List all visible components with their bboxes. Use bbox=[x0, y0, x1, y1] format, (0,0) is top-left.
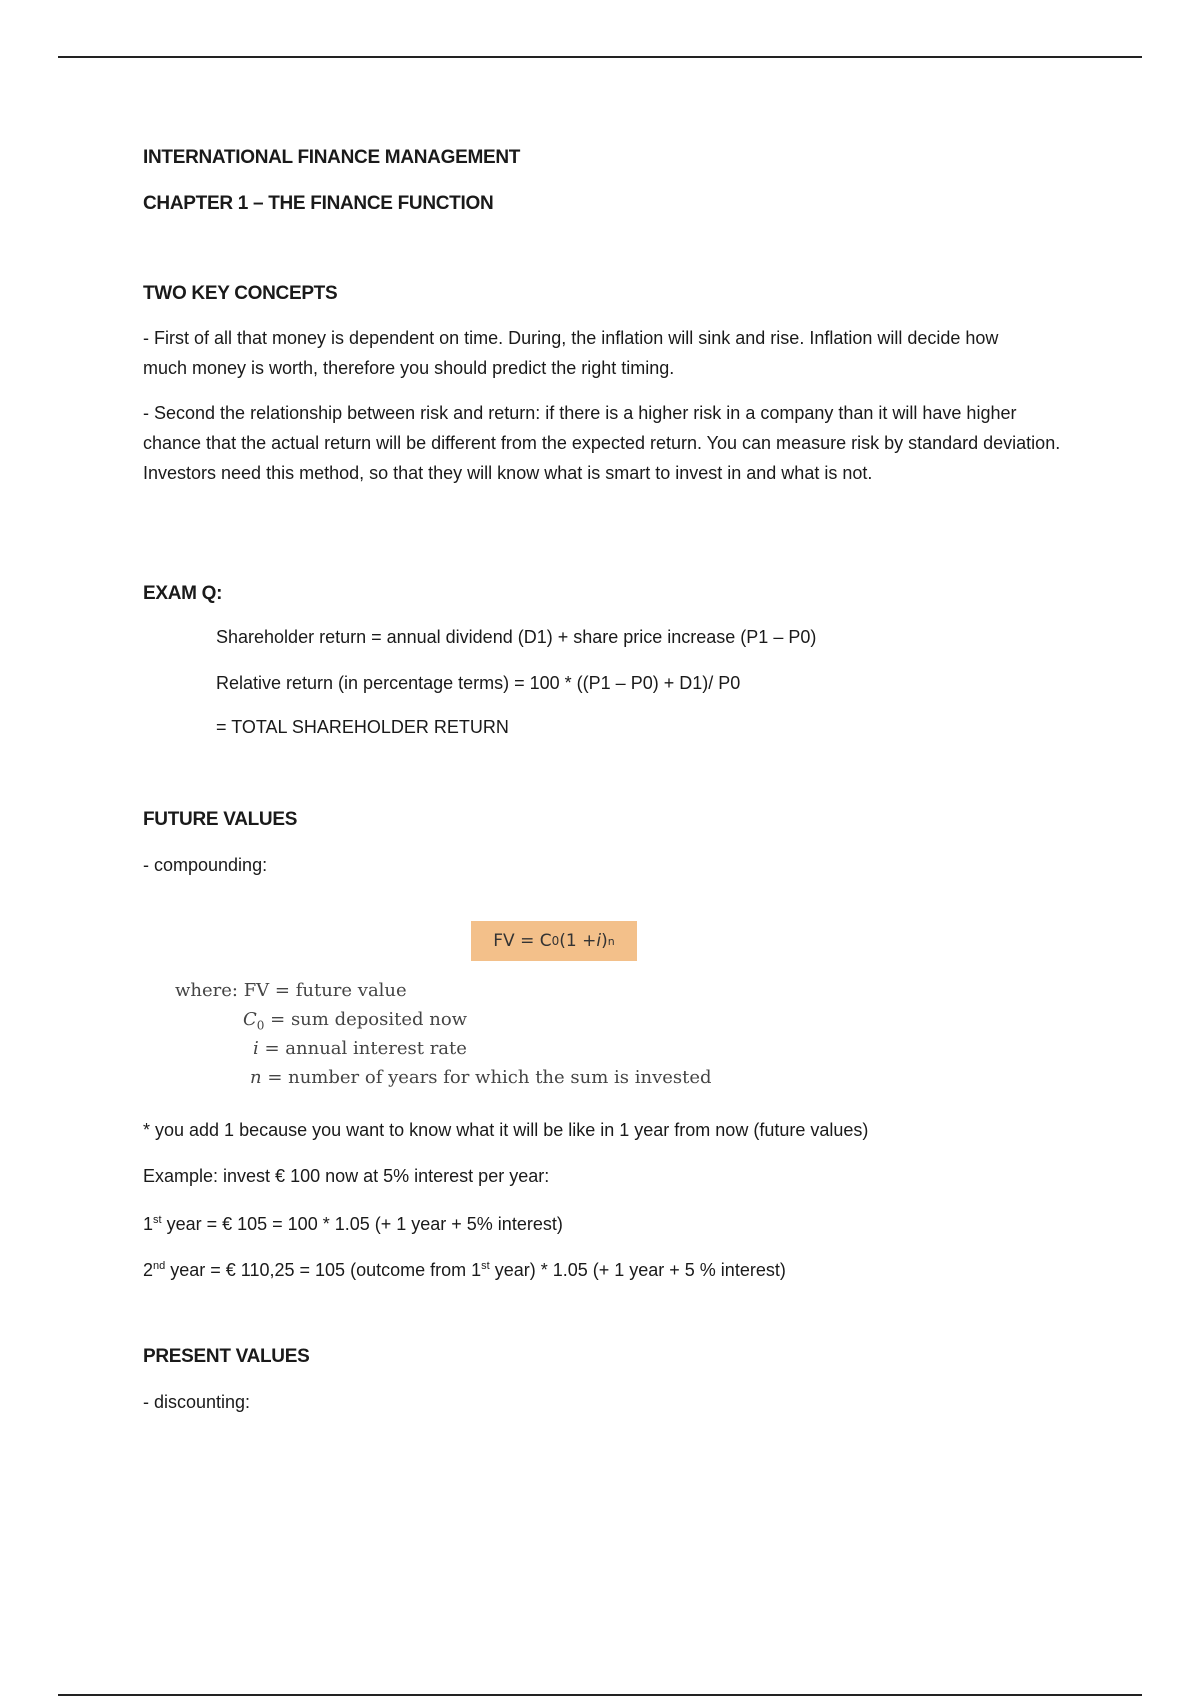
future-value-formula: FV = C 0 (1 + i ) n bbox=[471, 921, 637, 961]
legend-i: i = annual interest rate bbox=[253, 1038, 467, 1059]
future-subheading: - compounding: bbox=[143, 855, 268, 875]
concept-paragraph-2: - Second the relationship between risk and return: if there is a higher risk in a company than it will have higher chance that the actual return will be different from the expected return. You can measure risk by standard deviation. Investors need this method, so that they will know what is smart to invest in and what is not. bbox=[143, 403, 1061, 483]
chapter-title: CHAPTER 1 – THE FINANCE FUNCTION bbox=[143, 193, 494, 214]
concept-paragraph-1: - First of all that money is dependent on time. During, the inflation will sink and rise. Inflation will decide how much money is worth, therefore you should predict the right timing. bbox=[143, 328, 999, 378]
legend-n: n = number of years for which the sum is invested bbox=[250, 1067, 712, 1088]
exam-line-shareholder-return: Shareholder return = annual dividend (D1) + share price increase (P1 – P0) bbox=[216, 627, 817, 647]
legend-c0: $C_0$ = sum deposited now bbox=[243, 1009, 468, 1033]
exam-line-total-return: = TOTAL SHAREHOLDER RETURN bbox=[216, 717, 509, 737]
future-note: * you add 1 because you want to know what it will be like in 1 year from now (future values) bbox=[143, 1120, 869, 1140]
present-subheading: - discounting: bbox=[143, 1392, 251, 1412]
exam-line-relative-return: Relative return (in percentage terms) = 100 * ((P1 – P0) + D1)/ P0 bbox=[216, 673, 741, 693]
future-year-1: 1st year = € 105 = 100 * 1.05 (+ 1 year + 5% interest) bbox=[143, 1214, 563, 1234]
heading-present-values: PRESENT VALUES bbox=[143, 1346, 310, 1367]
future-example: Example: invest € 100 now at 5% interest per year: bbox=[143, 1166, 550, 1186]
header-rule bbox=[58, 56, 1142, 58]
future-year-2: 2nd year = € 110,25 = 105 (outcome from 1st year) * 1.05 (+ 1 year + 5 % interest) bbox=[143, 1260, 786, 1280]
legend-fv: where: FV = future value bbox=[175, 980, 407, 1001]
heading-two-key-concepts: TWO KEY CONCEPTS bbox=[143, 283, 338, 304]
footer-rule bbox=[58, 1694, 1142, 1696]
heading-future-values: FUTURE VALUES bbox=[143, 809, 298, 830]
document-title: INTERNATIONAL FINANCE MANAGEMENT bbox=[143, 147, 521, 168]
heading-exam-q: EXAM Q: bbox=[143, 583, 223, 604]
